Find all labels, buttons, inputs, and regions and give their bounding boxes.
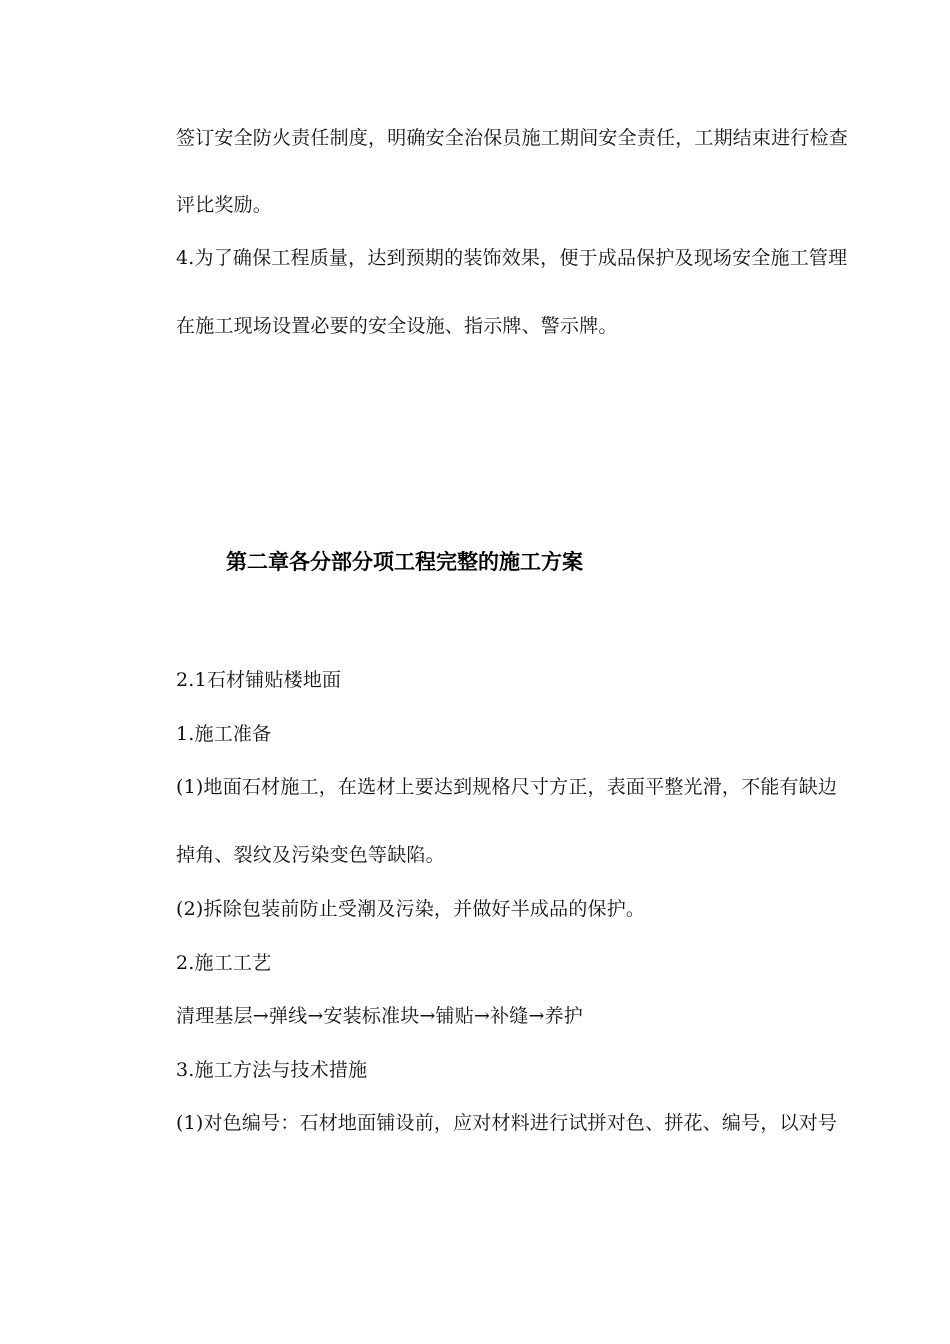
- paragraph-line: 掉角、裂纹及污染变色等缺陷。: [176, 844, 445, 866]
- process-flow: 清理基层→弹线→安装标准块→铺贴→补缝→养护: [176, 1005, 584, 1027]
- paragraph-line: 签订安全防火责任制度，明确安全治保员施工期间安全责任，工期结束进行检查: [176, 127, 849, 149]
- paragraph-line: 4.为了确保工程质量，达到预期的装饰效果，便于成品保护及现场安全施工管理: [176, 247, 848, 269]
- paragraph-line: (2)拆除包装前防止受潮及污染，并做好半成品的保护。: [176, 898, 646, 920]
- paragraph-line: 评比奖励。: [176, 194, 273, 216]
- paragraph-line: (1)地面石材施工，在选材上要达到规格尺寸方正，表面平整光滑，不能有缺边: [176, 776, 838, 798]
- item-title: 1.施工准备: [176, 723, 272, 745]
- section-title: 2.1石材铺贴楼地面: [176, 669, 342, 691]
- chapter-heading: 第二章各分部分项工程完整的施工方案: [226, 550, 583, 574]
- item-title: 3.施工方法与技术措施: [176, 1059, 368, 1081]
- paragraph-line: 在施工现场设置必要的安全设施、指示牌、警示牌。: [176, 315, 618, 337]
- item-title: 2.施工工艺: [176, 952, 272, 974]
- paragraph-line: (1)对色编号：石材地面铺设前，应对材料进行试拼对色、拼花、编号，以对号: [176, 1112, 838, 1134]
